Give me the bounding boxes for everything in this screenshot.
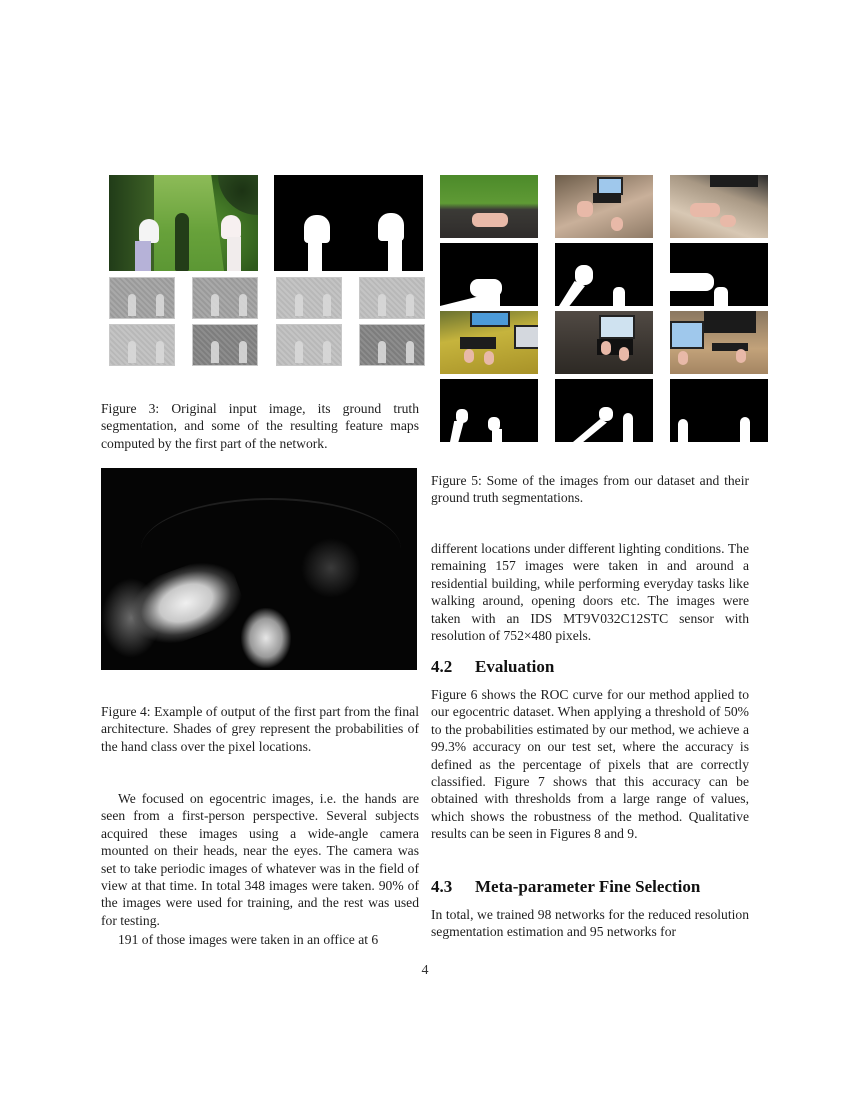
dataset-mask — [555, 379, 653, 442]
right-arm — [227, 237, 241, 271]
dataset-photo — [555, 311, 653, 374]
feature-map — [109, 277, 175, 319]
dataset-mask — [555, 243, 653, 306]
right-column-continuation: different locations under different lighting conditions. The remaining 157 images were taken in and around a residential building, while performing everyday tasks like walking around, opening doors etc. The images were taken with an IDS MT9V032C12STC sensor with resolution of 752×480 pixels. — [431, 541, 749, 644]
paragraph: 191 of those images were taken in an office at 6 — [118, 932, 379, 948]
dataset-mask — [670, 243, 768, 306]
dataset-photo — [440, 311, 538, 374]
dataset-mask — [440, 243, 538, 306]
dataset-mask — [670, 379, 768, 442]
section-4-2-body: Figure 6 shows the ROC curve for our method applied to our egocentric dataset. When applying a threshold of 50% to the probabilities estimated by our method, we achieve a 99.3% accuracy on our test set, where the accuracy is defined as the percentage of pixels that are correctly classified. Figure 7 shows that this accuracy can be obtained with thresholds from a large range of values, which shows the robustness of the method. Qualitative results can be seen in Figures 8 and 9. — [431, 687, 749, 842]
mask-left-hand — [304, 215, 330, 243]
right-hand — [221, 215, 241, 239]
feature-map — [192, 324, 258, 366]
page-number: 4 — [421, 963, 429, 978]
section-number: 4.2 — [431, 657, 453, 676]
left-column-body — [101, 790, 419, 949]
left-hand — [139, 219, 159, 243]
dataset-photo — [670, 175, 768, 238]
feature-map — [276, 324, 342, 366]
feature-map — [109, 324, 175, 366]
dataset-mask — [440, 379, 538, 442]
feature-map — [276, 277, 342, 319]
fig4-probability-map — [101, 468, 417, 670]
feature-map — [359, 277, 425, 319]
bush-right — [218, 175, 258, 215]
mask-left-arm — [308, 241, 322, 271]
fig5-caption: Figure 5: Some of the images from our dataset and their ground truth segmentations. — [431, 473, 749, 506]
fig3-ground-truth-mask — [274, 175, 423, 271]
paragraph: We focused on egocentric images, i.e. the hands are seen from a first-person perspective. Several subjects acquired these images using a wide-angle camera mounted on their heads, near the eyes. The camera was set to take periodic images of whatever was in the field of view at that time. In total 348 images were taken. 90% of the images were used for training, and the rest was used for testing. — [101, 791, 419, 928]
section-4-3-body: In total, we trained 98 networks for the reduced resolution segmentation estimation and 95 networks for — [431, 907, 749, 940]
section-title: Evaluation — [475, 657, 555, 676]
section-heading-4-2 — [431, 657, 554, 677]
dataset-photo — [555, 175, 653, 238]
dataset-photo — [670, 311, 768, 374]
person-shadow — [175, 213, 189, 271]
fig4-caption: Figure 4: Example of output of the first part from the final architecture. Shades of grey represent the probabilities of the hand class over the pixel locations. — [101, 704, 419, 754]
fig3-caption: Figure 3: Original input image, its ground truth segmentation, and some of the resulting feature maps computed by the first part of the network. — [101, 401, 419, 451]
fig3-original-image — [109, 175, 258, 271]
section-heading-4-3 — [431, 877, 700, 897]
feature-map — [192, 277, 258, 319]
feature-map — [359, 324, 425, 366]
section-title: Meta-parameter Fine Selection — [475, 877, 701, 896]
left-arm — [135, 241, 151, 271]
mask-right-arm — [388, 237, 402, 271]
section-number: 4.3 — [431, 877, 453, 896]
dataset-photo — [440, 175, 538, 238]
